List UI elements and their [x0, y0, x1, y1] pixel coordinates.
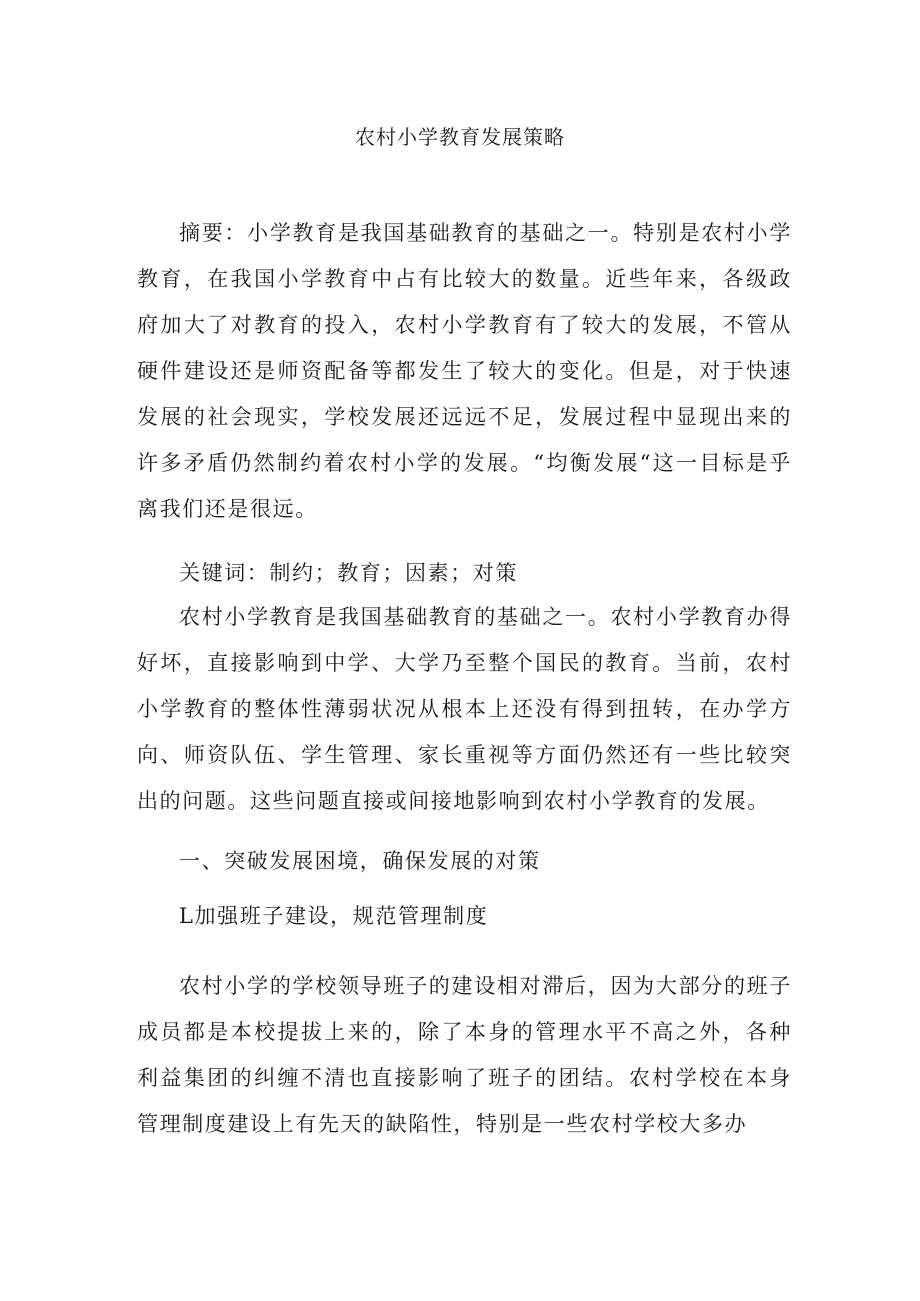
document-title: 农村小学教育发展策略: [355, 125, 565, 149]
keywords-paragraph: [137, 550, 792, 596]
section-heading-1-text: 一、突破发展困境，确保发展的对策: [179, 849, 541, 873]
abstract-text: 摘要：小学教育是我国基础教育的基础之一。特别是农村小学教育，在我国小学教育中占有比较大的数量。近些年来，各级政府加大了对教育的投入，农村小学教育有了较大的发展，不管从硬件建设还是师资配备等都发生了较大的变化。但是，对于快速发展的社会现实，学校发展还远远不足，发展过程中显现出来的许多矛盾仍然制约着农村小学的发展。“均衡发展“这一目标是乎离我们还是很远。: [137, 221, 792, 521]
section-heading-1: [137, 838, 792, 884]
abstract-paragraph: [137, 210, 792, 532]
body-paragraph-1-text: 农村小学教育是我国基础教育的基础之一。农村小学教育办得好坏，直接影响到中学、大学乃至整个国民的教育。当前，农村小学教育的整体性薄弱状况从根本上还没有得到扭转，在办学方向、师资队伍、学生管理、家长重视等方面仍然还有一些比较突出的问题。这些问题直接或间接地影响到农村小学教育的发展。: [137, 605, 792, 813]
body-paragraph-2-text: 农村小学的学校领导班子的建设相对滞后，因为大部分的班子成员都是本校提拔上来的，除了本身的管理水平不高之外，各种利益集团的纠缠不清也直接影响了班子的团结。农村学校在本身管理制度建设上有先天的缺陷性，特别是一些农村学校大多办: [137, 974, 792, 1136]
keywords-text: 关键词：制约；教育；因素；对策: [179, 561, 518, 585]
body-paragraph-1: [137, 594, 792, 824]
body-paragraph-2: [137, 963, 792, 1147]
section-heading-2-text: L加强班子建设，规范管理制度: [179, 904, 489, 928]
section-heading-2: [137, 893, 792, 939]
